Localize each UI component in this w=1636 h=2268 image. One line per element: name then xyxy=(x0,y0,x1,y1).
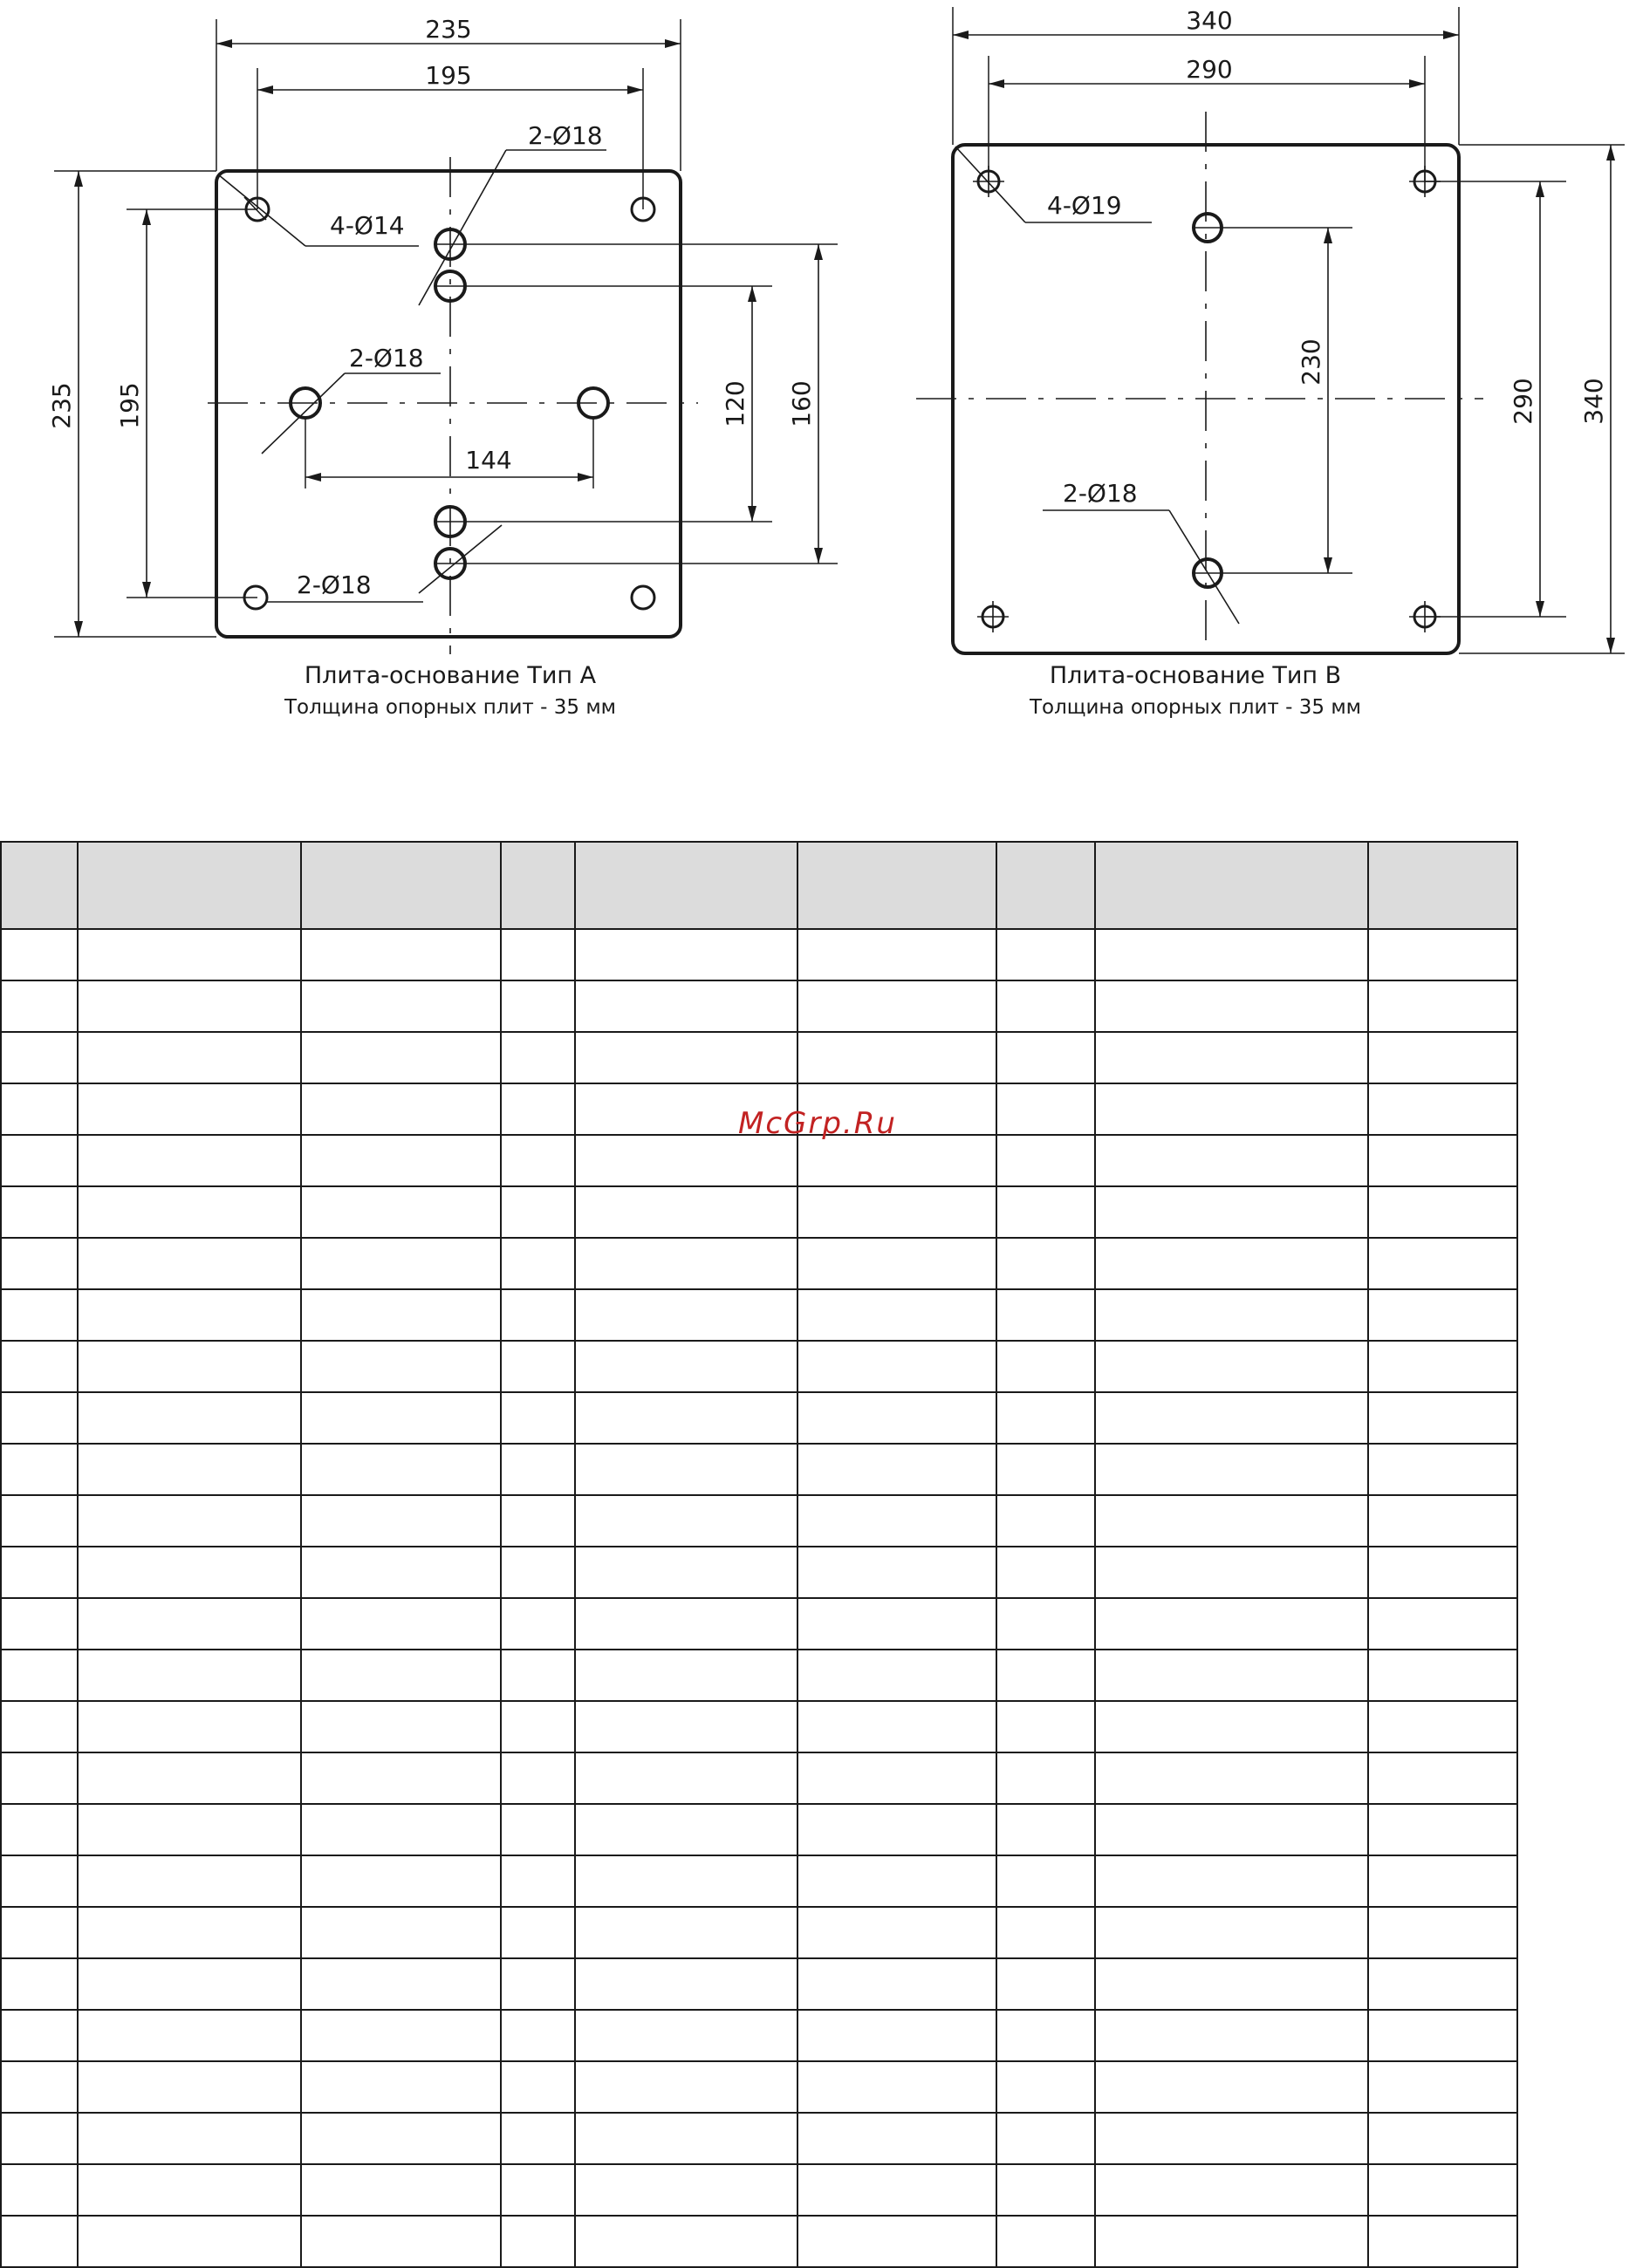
table-header-cell xyxy=(1,842,78,929)
table-cell xyxy=(996,1701,1095,1752)
table-cell xyxy=(1,1238,78,1289)
table-cell xyxy=(78,2216,301,2267)
table-cell xyxy=(575,2216,797,2267)
table-cell xyxy=(501,1135,575,1186)
table-cell xyxy=(996,1855,1095,1907)
table-cell xyxy=(301,980,501,1032)
table-cell xyxy=(78,1855,301,1907)
table-cell xyxy=(797,1495,996,1547)
table-cell xyxy=(1,1907,78,1958)
table-row xyxy=(1,980,1517,1032)
plate-b-dim-340-right: 340 xyxy=(1579,378,1608,425)
table-cell xyxy=(1368,1855,1517,1907)
table-row xyxy=(1,1650,1517,1701)
table-cell xyxy=(501,1083,575,1135)
table-cell xyxy=(996,929,1095,980)
table-cell xyxy=(1368,1392,1517,1444)
table-cell xyxy=(797,1958,996,2010)
table-cell xyxy=(575,980,797,1032)
table-cell xyxy=(1095,1547,1368,1598)
plate-a-dim-235-top: 235 xyxy=(425,15,472,44)
plate-a-dim-144: 144 xyxy=(465,446,512,475)
table-cell xyxy=(1095,1135,1368,1186)
table-cell xyxy=(501,1289,575,1341)
table-header-cell xyxy=(575,842,797,929)
table-cell xyxy=(1,1752,78,1804)
table-cell xyxy=(301,1032,501,1083)
table-cell xyxy=(501,1855,575,1907)
plate-b-dim-290-right: 290 xyxy=(1509,378,1537,425)
table-cell xyxy=(797,1032,996,1083)
table-cell xyxy=(1095,1804,1368,1855)
table-cell xyxy=(996,1083,1095,1135)
table-cell xyxy=(1368,980,1517,1032)
table-row xyxy=(1,1289,1517,1341)
table-cell xyxy=(501,2061,575,2113)
table-cell xyxy=(78,1701,301,1752)
table-cell xyxy=(797,1547,996,1598)
table-cell xyxy=(797,2164,996,2216)
plate-b-dim-340-top: 340 xyxy=(1186,6,1233,35)
table-cell xyxy=(78,1598,301,1650)
table-cell xyxy=(1368,1907,1517,1958)
table-cell xyxy=(301,1701,501,1752)
table-cell xyxy=(996,1341,1095,1392)
table-cell xyxy=(996,2216,1095,2267)
table-cell xyxy=(797,1752,996,1804)
table-cell xyxy=(1095,2113,1368,2164)
plate-type-b xyxy=(916,6,1625,719)
table-cell xyxy=(797,929,996,980)
table-cell xyxy=(797,1392,996,1444)
table-cell xyxy=(78,1650,301,1701)
table-cell xyxy=(501,1495,575,1547)
table-cell xyxy=(78,1547,301,1598)
table-cell xyxy=(1,1392,78,1444)
table-cell xyxy=(501,1598,575,1650)
table-cell xyxy=(78,1032,301,1083)
table-cell xyxy=(1095,1083,1368,1135)
table-cell xyxy=(575,1392,797,1444)
table-cell xyxy=(501,2113,575,2164)
table-cell xyxy=(501,2010,575,2061)
table-cell xyxy=(1368,1444,1517,1495)
table-cell xyxy=(1,2216,78,2267)
table-cell xyxy=(501,1752,575,1804)
table-row xyxy=(1,1547,1517,1598)
table-cell xyxy=(78,1135,301,1186)
table-cell xyxy=(301,1135,501,1186)
table-cell xyxy=(1095,1392,1368,1444)
table-cell xyxy=(78,1392,301,1444)
table-cell xyxy=(1,1083,78,1135)
plate-b-dim-290-top: 290 xyxy=(1186,55,1233,84)
table-cell xyxy=(1095,2061,1368,2113)
table-cell xyxy=(575,1752,797,1804)
table-cell xyxy=(1095,2216,1368,2267)
table-cell xyxy=(1095,2164,1368,2216)
table-cell xyxy=(301,2164,501,2216)
table-cell xyxy=(1368,929,1517,980)
table-cell xyxy=(1095,1186,1368,1238)
table-cell xyxy=(1368,1598,1517,1650)
table-cell xyxy=(575,1958,797,2010)
plate-b-label-center-pair: 2-Ø18 xyxy=(1063,479,1138,508)
plate-a-caption-thickness: Толщина опорных плит - 35 мм xyxy=(284,696,617,719)
table-cell xyxy=(78,2061,301,2113)
table-cell xyxy=(1,1804,78,1855)
table-cell xyxy=(1095,2010,1368,2061)
table-cell xyxy=(1368,1032,1517,1083)
plate-a-label-bottom-pair: 2-Ø18 xyxy=(297,570,372,599)
plate-a-label-corner-holes: 4-Ø14 xyxy=(330,211,405,240)
table-row xyxy=(1,2061,1517,2113)
table-cell xyxy=(996,1547,1095,1598)
table-cell xyxy=(797,1289,996,1341)
table-row xyxy=(1,2113,1517,2164)
table-cell xyxy=(1368,1958,1517,2010)
table-cell xyxy=(301,2010,501,2061)
table-cell xyxy=(797,1804,996,1855)
table-cell xyxy=(996,2113,1095,2164)
table-cell xyxy=(301,2061,501,2113)
table-cell xyxy=(1095,1752,1368,1804)
table-cell xyxy=(1,1032,78,1083)
table-cell xyxy=(301,2113,501,2164)
table-cell xyxy=(501,929,575,980)
table-cell xyxy=(1,2061,78,2113)
table-cell xyxy=(1368,1495,1517,1547)
table-cell xyxy=(996,1135,1095,1186)
table-cell xyxy=(501,1804,575,1855)
table-cell xyxy=(1368,2164,1517,2216)
table-cell xyxy=(797,1855,996,1907)
table-cell xyxy=(301,1444,501,1495)
table-cell xyxy=(797,1701,996,1752)
table-cell xyxy=(301,1392,501,1444)
table-cell xyxy=(575,1650,797,1701)
table-cell xyxy=(1368,1135,1517,1186)
table-cell xyxy=(78,1958,301,2010)
table-cell xyxy=(501,1444,575,1495)
table-cell xyxy=(575,1855,797,1907)
table-row xyxy=(1,1907,1517,1958)
plate-a-dim-235-left: 235 xyxy=(47,382,76,429)
table-cell xyxy=(1,1855,78,1907)
table-cell xyxy=(996,1650,1095,1701)
table-cell xyxy=(575,2010,797,2061)
table-cell xyxy=(1095,1238,1368,1289)
table-row xyxy=(1,1752,1517,1804)
table-cell xyxy=(1,980,78,1032)
table-cell xyxy=(996,1752,1095,1804)
table-cell xyxy=(996,2164,1095,2216)
table-cell xyxy=(1368,1804,1517,1855)
table-cell xyxy=(1095,1701,1368,1752)
table-cell xyxy=(301,1804,501,1855)
table-cell xyxy=(1368,1238,1517,1289)
table-cell xyxy=(301,1752,501,1804)
table-cell xyxy=(1368,1752,1517,1804)
table-cell xyxy=(996,1958,1095,2010)
table-cell xyxy=(575,2113,797,2164)
table-row xyxy=(1,1495,1517,1547)
table-cell xyxy=(501,2164,575,2216)
plate-b-caption-title: Плита-основание Тип В xyxy=(1049,662,1342,689)
table-cell xyxy=(575,1238,797,1289)
table-cell xyxy=(996,1495,1095,1547)
table-cell xyxy=(78,1341,301,1392)
table-row xyxy=(1,2216,1517,2267)
table-cell xyxy=(1095,980,1368,1032)
table-row xyxy=(1,1392,1517,1444)
table-cell xyxy=(1,2164,78,2216)
plate-a-dim-195-left: 195 xyxy=(115,382,144,429)
table-cell xyxy=(301,1650,501,1701)
table-row xyxy=(1,1186,1517,1238)
table-cell xyxy=(996,1289,1095,1341)
table-cell xyxy=(301,1907,501,1958)
table-cell xyxy=(996,1804,1095,1855)
table-cell xyxy=(996,1186,1095,1238)
table-cell xyxy=(301,1083,501,1135)
table-cell xyxy=(301,1341,501,1392)
spec-table-header xyxy=(1,842,1517,929)
table-header-cell xyxy=(1095,842,1368,929)
table-cell xyxy=(797,1650,996,1701)
table-cell xyxy=(797,2061,996,2113)
table-row xyxy=(1,1701,1517,1752)
table-cell xyxy=(575,929,797,980)
table-cell xyxy=(501,1032,575,1083)
table-cell xyxy=(797,1238,996,1289)
table-cell xyxy=(1368,2216,1517,2267)
table-cell xyxy=(1095,1598,1368,1650)
table-row xyxy=(1,1804,1517,1855)
watermark: McGrp.Ru xyxy=(738,1106,897,1141)
table-cell xyxy=(78,2164,301,2216)
table-cell xyxy=(1,1958,78,2010)
table-header-cell xyxy=(501,842,575,929)
plate-a-label-mid-pair: 2-Ø18 xyxy=(349,344,424,372)
table-cell xyxy=(1,1701,78,1752)
table-cell xyxy=(1368,2113,1517,2164)
table-cell xyxy=(1,2113,78,2164)
table-cell xyxy=(301,1598,501,1650)
table-cell xyxy=(575,1907,797,1958)
table-row xyxy=(1,1341,1517,1392)
table-cell xyxy=(501,1958,575,2010)
table-cell xyxy=(1,1495,78,1547)
table-cell xyxy=(1,1547,78,1598)
plate-b-caption-thickness: Толщина опорных плит - 35 мм xyxy=(1029,696,1362,719)
table-cell xyxy=(1368,1083,1517,1135)
table-row xyxy=(1,1598,1517,1650)
table-cell xyxy=(797,1598,996,1650)
table-cell xyxy=(1095,1855,1368,1907)
table-cell xyxy=(797,1444,996,1495)
table-cell xyxy=(501,980,575,1032)
table-cell xyxy=(501,1392,575,1444)
table-row xyxy=(1,1032,1517,1083)
table-cell xyxy=(1095,929,1368,980)
table-cell xyxy=(78,1752,301,1804)
table-cell xyxy=(301,1547,501,1598)
table-cell xyxy=(501,1650,575,1701)
plate-a-corner-hole-br xyxy=(632,586,654,609)
table-cell xyxy=(1368,1341,1517,1392)
table-cell xyxy=(797,1135,996,1186)
table-row xyxy=(1,2010,1517,2061)
table-cell xyxy=(1,1186,78,1238)
table-cell xyxy=(575,2164,797,2216)
table-cell xyxy=(501,1701,575,1752)
table-cell xyxy=(1095,1289,1368,1341)
table-cell xyxy=(1368,1650,1517,1701)
table-cell xyxy=(78,1907,301,1958)
table-header-cell xyxy=(78,842,301,929)
table-cell xyxy=(1,1650,78,1701)
table-cell xyxy=(78,1238,301,1289)
table-cell xyxy=(301,1186,501,1238)
table-cell xyxy=(1,1289,78,1341)
table-cell xyxy=(1368,1289,1517,1341)
table-cell xyxy=(501,2216,575,2267)
table-cell xyxy=(575,1495,797,1547)
table-cell xyxy=(501,1547,575,1598)
plate-b-label-corner-holes: 4-Ø19 xyxy=(1047,191,1122,220)
table-cell xyxy=(78,1186,301,1238)
table-cell xyxy=(1095,1341,1368,1392)
table-cell xyxy=(1,2010,78,2061)
plate-a-label-top-pair: 2-Ø18 xyxy=(528,121,603,150)
table-cell xyxy=(575,1289,797,1341)
table-cell xyxy=(996,1032,1095,1083)
table-row xyxy=(1,2164,1517,2216)
plate-type-a xyxy=(47,15,838,719)
table-cell xyxy=(501,1907,575,1958)
plate-b-dim-230: 230 xyxy=(1297,338,1325,386)
table-cell xyxy=(78,1289,301,1341)
table-cell xyxy=(78,1083,301,1135)
table-header-cell xyxy=(797,842,996,929)
table-cell xyxy=(78,2010,301,2061)
table-header-cell xyxy=(1368,842,1517,929)
table-cell xyxy=(996,1238,1095,1289)
table-cell xyxy=(1368,1701,1517,1752)
table-cell xyxy=(301,2216,501,2267)
plate-a-outline xyxy=(216,171,681,637)
table-cell xyxy=(78,980,301,1032)
table-cell xyxy=(1368,2010,1517,2061)
base-plate-drawings xyxy=(0,0,1636,750)
table-cell xyxy=(1368,2061,1517,2113)
table-cell xyxy=(78,1495,301,1547)
table-cell xyxy=(1095,1444,1368,1495)
table-cell xyxy=(301,1495,501,1547)
table-cell xyxy=(797,1186,996,1238)
table-cell xyxy=(1095,1495,1368,1547)
table-cell xyxy=(78,1444,301,1495)
table-cell xyxy=(575,1032,797,1083)
table-cell xyxy=(1,1598,78,1650)
table-cell xyxy=(996,1444,1095,1495)
table-cell xyxy=(575,1598,797,1650)
plate-a-dim-160: 160 xyxy=(787,380,816,427)
table-cell xyxy=(575,1135,797,1186)
table-cell xyxy=(797,2216,996,2267)
table-cell xyxy=(996,2010,1095,2061)
table-cell xyxy=(575,1701,797,1752)
table-cell xyxy=(78,2113,301,2164)
table-cell xyxy=(301,1958,501,2010)
table-cell xyxy=(797,2113,996,2164)
table-cell xyxy=(575,2061,797,2113)
table-cell xyxy=(301,1855,501,1907)
plate-a-caption-title: Плита-основание Тип А xyxy=(304,662,597,689)
table-cell xyxy=(1,929,78,980)
table-row xyxy=(1,929,1517,980)
table-cell xyxy=(1,1341,78,1392)
table-cell xyxy=(575,1186,797,1238)
table-cell xyxy=(78,929,301,980)
table-cell xyxy=(501,1186,575,1238)
table-cell xyxy=(797,2010,996,2061)
table-cell xyxy=(996,980,1095,1032)
table-cell xyxy=(1,1135,78,1186)
table-cell xyxy=(797,1907,996,1958)
table-header-row xyxy=(1,842,1517,929)
table-cell xyxy=(1095,1650,1368,1701)
table-cell xyxy=(996,1598,1095,1650)
table-cell xyxy=(1095,1032,1368,1083)
table-cell xyxy=(575,1547,797,1598)
table-cell xyxy=(301,1238,501,1289)
table-cell xyxy=(1368,1186,1517,1238)
table-cell xyxy=(575,1804,797,1855)
table-cell xyxy=(996,1392,1095,1444)
table-cell xyxy=(301,929,501,980)
table-cell xyxy=(1095,1958,1368,2010)
table-cell xyxy=(501,1238,575,1289)
table-row xyxy=(1,1855,1517,1907)
table-header-cell xyxy=(301,842,501,929)
spec-table xyxy=(0,841,1518,2268)
table-cell xyxy=(797,980,996,1032)
table-cell xyxy=(501,1341,575,1392)
table-cell xyxy=(575,1341,797,1392)
table-cell xyxy=(1,1444,78,1495)
table-cell xyxy=(996,1907,1095,1958)
table-cell xyxy=(797,1341,996,1392)
table-cell xyxy=(78,1804,301,1855)
plate-a-dim-120: 120 xyxy=(721,380,750,427)
table-cell xyxy=(1095,1907,1368,1958)
plate-a-dim-195-top: 195 xyxy=(425,61,472,90)
table-cell xyxy=(1368,1547,1517,1598)
table-row xyxy=(1,1444,1517,1495)
table-cell xyxy=(301,1289,501,1341)
table-row xyxy=(1,1958,1517,2010)
table-header-cell xyxy=(996,842,1095,929)
table-row xyxy=(1,1135,1517,1186)
table-cell xyxy=(575,1444,797,1495)
table-cell xyxy=(996,2061,1095,2113)
table-row xyxy=(1,1238,1517,1289)
